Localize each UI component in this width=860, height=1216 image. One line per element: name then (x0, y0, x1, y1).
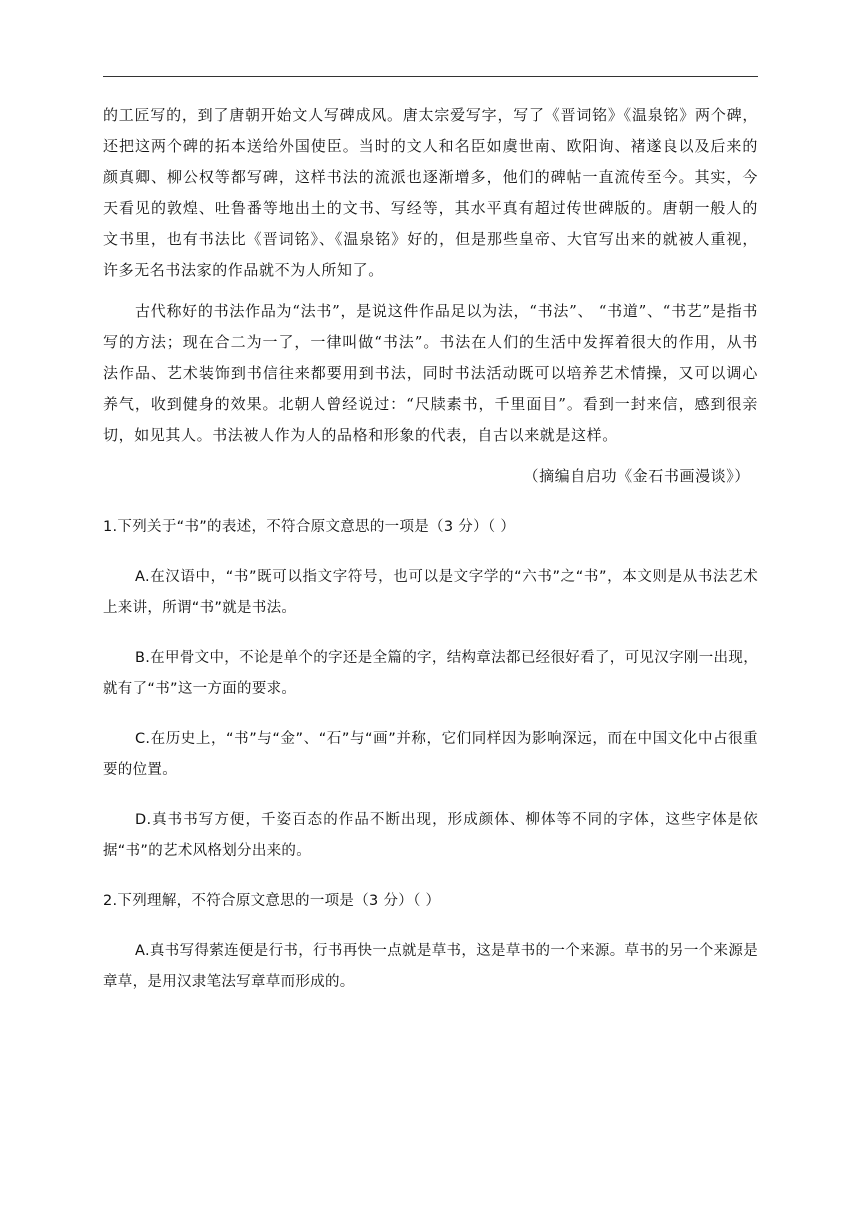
question-1 (103, 512, 758, 867)
answer-option-a: A.真书写得萦连便是行书，行书再快一点就是草书，这是草书的一个来源。草书的另一个来源是章草，是用汉隶笔法写章草而形成的。 (103, 943, 758, 990)
answer-option-b: B.在甲骨文中，不论是单个的字还是全篇的字，结构章法都已经很好看了，可见汉字刚一出现，就有了“书”这一方面的要求。 (103, 650, 758, 697)
answer-option-a: A.在汉语中，“书”既可以指文字符号，也可以是文字学的“六书”之“书”，本文则是从书法艺术上来讲，所谓“书”就是书法。 (103, 569, 758, 616)
passage-paragraph: 古代称好的书法作品为“法书”，是说这件作品足以为法，“书法”、 “书道”、“书艺”是指书写的方法；现在合二为一了，一律叫做“书法”。书法在人们的生活中发挥着很大的作用，从书法作品、艺术装饰到书信往来都要用到书法，同时书法活动既可以培养艺术情操，又可以调心养气，收到健身的效果。北朝人曾经说过：“尺牍素书，千里面目”。看到一封来信，感到很亲切，如见其人。书法被人作为人的品格和形象的代表，自古以来就是这样。 (103, 302, 758, 444)
question-stem: 1.下列关于“书”的表述，不符合原文意思的一项是（3 分）（ ） (103, 519, 516, 535)
answer-option-d: D.真书书写方便，千姿百态的作品不断出现，形成颜体、柳体等不同的字体，这些字体是依据“书”的艺术风格划分出来的。 (103, 812, 758, 859)
header-rule (103, 76, 758, 77)
passage-paragraph: 的工匠写的，到了唐朝开始文人写碑成风。唐太宗爱写字，写了《晋词铭》《温泉铭》两个碑，还把这两个碑的拓本送给外国使臣。当时的文人和名臣如虞世南、欧阳询、褚遂良以及后来的颜真卿、柳公权等都写碑，这样书法的流派也逐渐增多，他们的碑帖一直流传至今。其实，今天看见的敦煌、吐鲁番等地出土的文书、写经等，其水平真有超过传世碑版的。唐朝一般人的文书里，也有书法比《晋词铭》、《温泉铭》好的，但是那些皇帝、大官写出来的就被人重视，许多无名书法家的作品就不为人所知了。 (103, 106, 758, 279)
document-content (103, 100, 758, 998)
question-2 (103, 886, 758, 998)
passage-source: （摘编自启功《金石书画漫谈》） (523, 467, 750, 485)
question-stem: 2.下列理解，不符合原文意思的一项是（3 分）（ ） (103, 893, 441, 909)
answer-option-c: C.在历史上，“书”与“金”、“石”与“画”并称，它们同样因为影响深远，而在中国文化中占很重要的位置。 (103, 731, 758, 778)
